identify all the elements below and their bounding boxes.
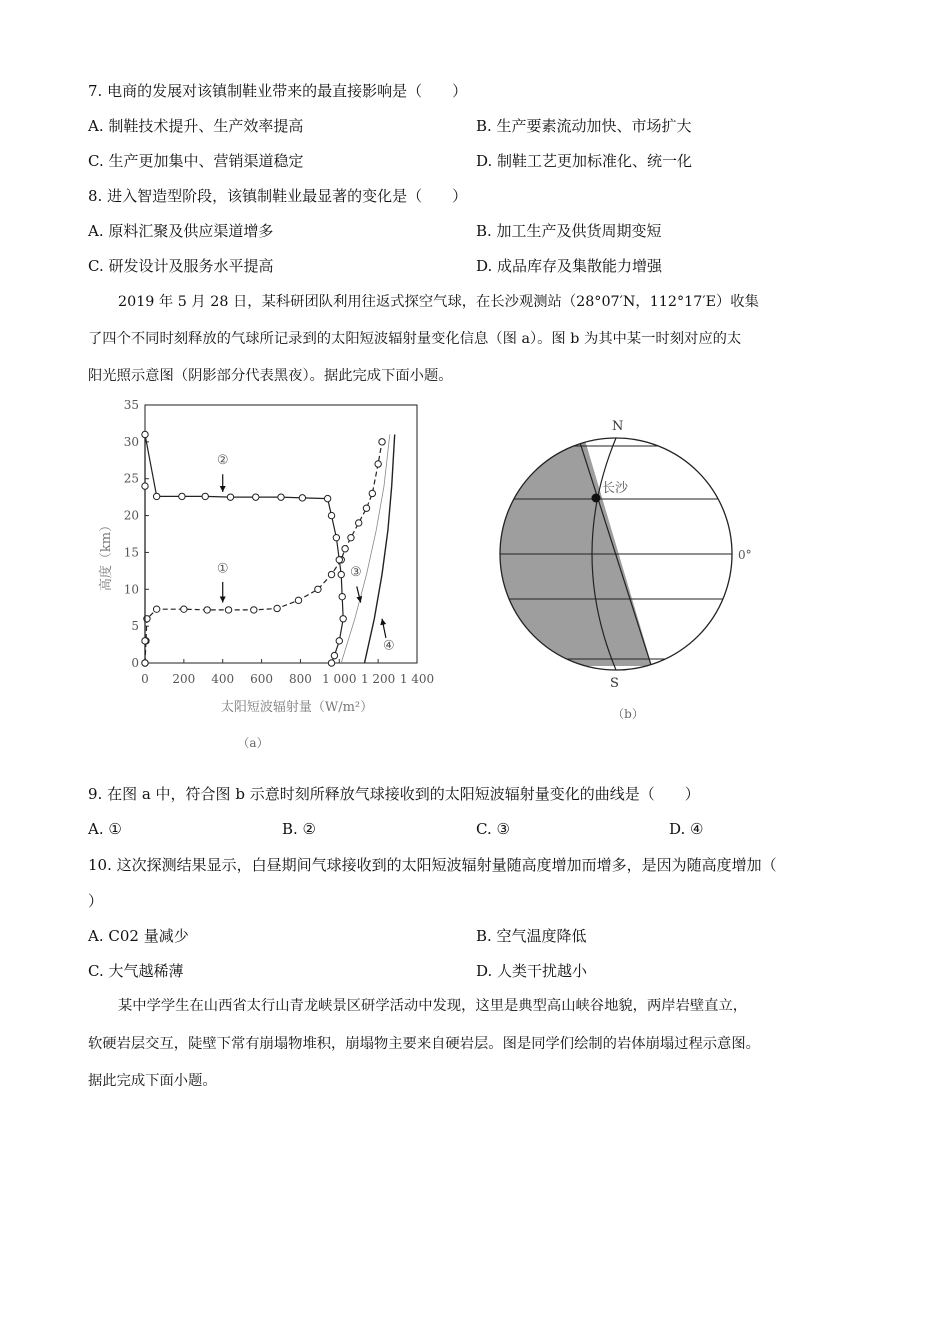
x-tick-label: 0 [141, 672, 149, 686]
curve-label-4: ④ [383, 638, 395, 654]
x-tick-label: 1 200 [360, 672, 396, 686]
q9-option-c: C. ③ [476, 820, 510, 838]
q7-stem: 7. 电商的发展对该镇制鞋业带来的最直接影响是（ ） [88, 82, 468, 100]
q10-stem-end: ） [88, 892, 104, 910]
q7-option-a: A. 制鞋技术提升、生产效率提高 [88, 117, 304, 135]
data-point-1 [251, 607, 257, 613]
series-line-1 [145, 442, 382, 663]
figure-a-series [142, 431, 395, 666]
series-line-4 [365, 435, 395, 664]
y-tick-label: 10 [123, 582, 139, 597]
data-point-2 [227, 494, 233, 500]
y-tick-label: 15 [123, 545, 139, 560]
x-tick-label: 600 [250, 672, 274, 686]
q8-option-d: D. 成品库存及集散能力增强 [476, 257, 663, 275]
y-tick-label: 0 [131, 656, 139, 670]
q10-stem: 10. 这次探测结果显示，白昼期间气球接收到的太阳短波辐射量随高度增加而增多，是因为随高度增加（ [88, 856, 777, 874]
curve-label-2: ② [216, 452, 229, 468]
data-point-2 [142, 638, 148, 644]
figure-a-chart [95, 395, 475, 755]
data-point-2 [324, 495, 330, 501]
y-tick-label: 20 [123, 508, 139, 523]
q7-option-c: C. 生产更加集中、营销渠道稳定 [88, 152, 304, 170]
q8-stem: 8. 进入智造型阶段，该镇制鞋业最显著的变化是（ ） [88, 187, 468, 205]
data-point-2 [142, 660, 148, 666]
data-point-2 [338, 571, 344, 577]
x-tick-label: 1 400 [399, 672, 435, 686]
data-point-2 [328, 512, 334, 518]
y-tick-label: 5 [131, 619, 139, 634]
q10-option-c: C. 大气越稀薄 [88, 962, 184, 980]
curve-label-3: ③ [349, 565, 362, 581]
data-point-1 [342, 546, 348, 552]
south-label: S [610, 676, 619, 691]
data-point-1 [328, 571, 334, 577]
data-point-1 [295, 597, 301, 603]
plot-frame [145, 405, 417, 663]
passage2-line1: 某中学学生在山西省太行山青龙峡景区研学活动中发现，这里是典型高山峡谷地貌，两岸岩壁直立， [118, 998, 748, 1014]
q10-option-d: D. 人类干扰越小 [476, 962, 588, 980]
data-point-1 [315, 586, 321, 592]
data-point-2 [340, 616, 346, 622]
data-point-2 [253, 494, 259, 500]
q9-option-a: A. ① [88, 820, 122, 838]
data-point-2 [142, 483, 148, 489]
x-tick-label: 200 [172, 672, 196, 686]
data-point-1 [225, 607, 231, 613]
changsha-label: 长沙 [602, 481, 629, 496]
figure-a-ylabel: 高度（km） [99, 518, 114, 592]
data-point-1 [348, 534, 354, 540]
night-shade [490, 410, 652, 666]
data-point-1 [356, 520, 362, 526]
passage1-line2: 了四个不同时刻释放的气球所记录到的太阳短波辐射量变化信息（图 a）。图 b 为其中某一时刻对应的太 [88, 331, 742, 347]
y-tick-label: 30 [123, 434, 139, 449]
data-point-2 [336, 638, 342, 644]
data-point-2 [153, 493, 159, 499]
data-point-1 [375, 461, 381, 467]
q9-option-d: D. ④ [669, 820, 704, 838]
figure-a-caption: （a） [237, 736, 269, 750]
changsha-point [592, 494, 601, 503]
passage1-line3: 阳光照示意图（阴影部分代表黑夜）。据此完成下面小题。 [88, 368, 453, 384]
data-point-1 [363, 505, 369, 511]
x-tick-label: 800 [288, 672, 312, 686]
passage2-line3: 据此完成下面小题。 [88, 1073, 217, 1089]
q7-option-b: B. 生产要素流动加快、市场扩大 [476, 117, 692, 135]
passage2-line2: 软硬岩层交互，陡壁下常有崩塌物堆积，崩塌物主要来自硬岩层。图是同学们绘制的岩体崩塌过程示意图。 [88, 1036, 760, 1052]
data-point-2 [333, 534, 339, 540]
data-point-1 [274, 605, 280, 611]
curve-label-1: ① [216, 561, 229, 577]
data-point-2 [331, 652, 337, 658]
north-label: N [612, 419, 624, 434]
figure-a-annotations [217, 453, 395, 654]
x-tick-label: 400 [211, 672, 235, 686]
q9-stem: 9. 在图 a 中，符合图 b 示意时刻所释放气球接收到的太阳短波辐射量变化的曲线是（ ） [88, 785, 700, 803]
q7-option-d: D. 制鞋工艺更加标准化、统一化 [476, 152, 693, 170]
data-point-1 [369, 490, 375, 496]
curve-arrowhead-1 [220, 597, 226, 603]
data-point-2 [278, 494, 284, 500]
y-tick-label: 25 [123, 471, 139, 486]
q10-option-b: B. 空气温度降低 [476, 927, 587, 945]
data-point-1 [204, 607, 210, 613]
figure-b-illumination-diagram [490, 410, 780, 730]
data-point-1 [153, 606, 159, 612]
x-tick-label: 1 000 [322, 672, 357, 686]
figure-a-xlabel: 太阳短波辐射量（W/m²） [220, 700, 374, 715]
data-point-1 [181, 606, 187, 612]
data-point-2 [202, 493, 208, 499]
y-tick-label: 35 [123, 398, 139, 412]
data-point-2 [142, 431, 148, 437]
data-point-2 [299, 495, 305, 501]
passage1-line1: 2019 年 5 月 28 日，某科研团队利用往返式探空气球，在长沙观测站（28°07′N，112°17′E）收集 [118, 294, 759, 310]
data-point-2 [328, 660, 334, 666]
data-point-2 [339, 593, 345, 599]
q8-option-c: C. 研发设计及服务水平提高 [88, 257, 274, 275]
curve-arrowhead-4 [380, 619, 386, 625]
data-point-2 [336, 557, 342, 563]
data-point-2 [179, 493, 185, 499]
equator-label: 0° [738, 548, 752, 562]
figure-b-caption: （b） [612, 707, 644, 721]
series-line-2 [145, 435, 343, 664]
curve-arrowhead-2 [220, 486, 226, 492]
q9-option-b: B. ② [282, 820, 317, 838]
q10-option-a: A. C02 量减少 [88, 927, 189, 945]
data-point-1 [379, 439, 385, 445]
q8-option-b: B. 加工生产及供货周期变短 [476, 222, 662, 240]
q8-option-a: A. 原料汇聚及供应渠道增多 [88, 222, 274, 240]
